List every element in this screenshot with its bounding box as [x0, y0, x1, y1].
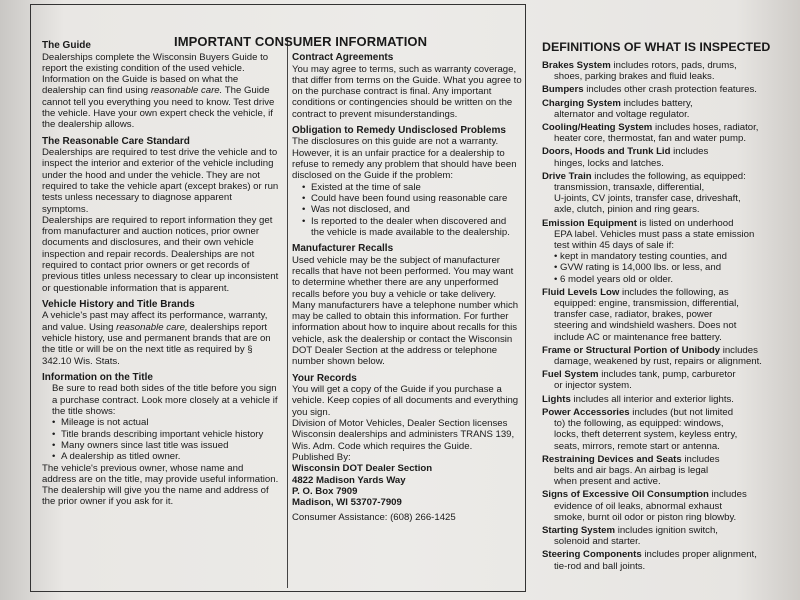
definition-item [542, 407, 787, 452]
list-item: • Mileage is not actual [52, 417, 280, 428]
title-info-heading: Information on the Title [42, 371, 153, 383]
definition-text-line: alternator and voltage regulator. [554, 108, 690, 120]
contract-heading: Contract Agreements [292, 52, 394, 63]
definition-text-line: • GVW rating is 14,000 lbs. or less, and [554, 262, 722, 274]
recalls-heading: Manufacturer Recalls [292, 243, 394, 255]
definition-text-line: shoes, parking brakes and fluid leaks. [554, 71, 715, 83]
definition-item [542, 394, 787, 405]
definition-text-line: evidence of oil leaks, abnormal exhaust [554, 500, 722, 512]
definition-text-line: or injector system. [554, 380, 632, 392]
care-text-1: Dealerships are required to test drive the vehicle and to inspect the interior and exterior of the vehicle including under the hood and under the vehicle. They are not required to take the vehicle apart (except brakes) or run tests unless necessary to diagnose apparent symptoms. [42, 147, 279, 215]
definition-term: Brakes System [542, 60, 611, 71]
definition-text-line: transmission, transaxle, differential, [554, 182, 705, 194]
definition-item [542, 171, 787, 216]
list-item: • Many owners since last title was issued [52, 440, 280, 451]
definition-item [542, 98, 787, 120]
list-item: • Title brands describing important vehicle history [52, 429, 280, 440]
definition-text: is listed on underhood [636, 217, 734, 229]
contract-text: You may agree to terms, such as warranty coverage, that differ from terms on the Guide. What you agree to on the purchase contract is final. Any important conditions or contingencies should be written on the contract to prevent misunderstandings. [292, 63, 522, 120]
definition-text: includes all interior and exterior lights. [570, 393, 734, 405]
published-by-label: Published By: [292, 451, 351, 463]
definition-text-line: steering and windshield washers. Does not [554, 320, 737, 332]
definition-text-line: equipped: engine, transmission, differential, [554, 298, 739, 310]
records-heading: Your Records [292, 372, 357, 384]
definition-item [542, 84, 787, 95]
definition-term: Starting System [542, 524, 616, 536]
definition-text-line: locks, theft deterrent system, keyless entry, [554, 429, 738, 441]
definition-text: includes proper alignment, [641, 549, 757, 561]
definition-term: Signs of Excessive Oil Consumption [542, 489, 709, 501]
column-divider [287, 38, 288, 588]
definition-text: includes the following, as [619, 286, 729, 298]
obligation-text: The disclosures on this guide are not a warranty. However, it is an unfair practice for a dealership to refuse to remedy any problem that should have been disclosed on the Guide if the problem: [292, 136, 517, 182]
definition-text: includes [670, 146, 709, 158]
definition-text-line: • kept in mandatory testing counties, and [554, 251, 727, 263]
definition-text-line: smoke, burnt oil odor or piston ring blowby. [554, 511, 737, 523]
definition-term: Fluid Levels Low [542, 286, 620, 298]
recalls-text: Used vehicle may be the subject of manufacturer recalls that have not been performed. You may want to determine whether there are any unperformed recalls before you buy a vehicle or take delivery. Many manufacturers have a telephone number which may be called to obtain this information. For further information about how to inquire about recalls for this vehicle, ask the dealership or contact the Wisconsin DOT Dealer Section at the address or telephone number shown below. [292, 254, 519, 368]
definition-term: Cooling/Heating System [542, 122, 653, 134]
publisher-street: 4822 Madison Yards Way [292, 474, 406, 486]
definition-text-line: EPA label. Vehicles must pass a state emission [554, 228, 755, 240]
definition-text: includes rotors, pads, drums, [610, 60, 737, 71]
definition-text: includes (but not limited [629, 406, 734, 418]
list-item: • A dealership as titled owner. [52, 451, 280, 462]
definition-item [542, 369, 787, 391]
history-heading: Vehicle History and Title Brands [42, 298, 195, 310]
definition-text-line: when present and active. [554, 476, 661, 488]
definition-text-line: axle, clutch, pinion and ring gears. [554, 204, 700, 216]
consumer-assistance-phone: Consumer Assistance: (608) 266-1425 [292, 512, 456, 524]
left-column [42, 40, 280, 508]
definition-term: Charging System [542, 97, 621, 109]
definition-text: includes battery, [620, 97, 693, 109]
definition-term: Doors, Hoods and Trunk Lid [542, 146, 671, 158]
definition-text: includes ignition switch, [615, 524, 718, 536]
care-text-2: Dealerships are required to report information they get from manufacturer and auction notices, prior owner documents and disclosures, and their own vehicle inspection and repair records. Dealerships are not required to contact prior owners or get records of previous titles unless necessary to clear up inconsistent or questionable information that is apparent. [42, 214, 279, 294]
list-item: • Could have been found using reasonable care [302, 193, 522, 204]
records-text-1: You will get a copy of the Guide if you purchase a vehicle. Keep copies of all documents and everything you sign. [292, 384, 519, 418]
definition-item [542, 549, 787, 571]
title-info-text: Be sure to read both sides of the title before you sign a purchase contract. Look more closely at a vehicle if the title shows: [52, 383, 278, 418]
definition-text: includes tank, pump, carburetor [598, 369, 736, 381]
definition-text-line: damage, weakened by rust, repairs or alignment. [554, 356, 762, 368]
guide-text: Dealerships complete the Wisconsin Buyers Guide to report the existing condition of the used vehicle. Information on the Guide is based on what the dealership can find using reasonable care. The Guide cannot tell you everything you need to know. Test drive the vehicle. Have your own expert check the vehicle, if the dealership allows. [42, 51, 275, 131]
definition-item [542, 60, 787, 82]
definition-term: Power Accessories [542, 406, 630, 418]
definitions-column [542, 40, 787, 574]
definition-text-line: hinges, locks and latches. [554, 157, 664, 169]
definition-text: includes hoses, radiator, [652, 122, 759, 134]
definition-text: includes [708, 489, 747, 501]
list-item: • Was not disclosed, and [302, 204, 522, 215]
definition-item [542, 146, 787, 168]
definitions-title: DEFINITIONS OF WHAT IS INSPECTED [542, 40, 771, 54]
definition-text-line: to) the following, as equipped: windows, [554, 418, 724, 430]
definition-text-line: U-joints, CV joints, transfer case, driveshaft, [554, 193, 741, 205]
definition-text-line: test within 45 days of sale if: [554, 240, 674, 252]
definition-term: Lights [542, 393, 571, 405]
obligation-heading: Obligation to Remedy Undisclosed Problems [292, 124, 506, 136]
publisher-city: Madison, WI 53707-7909 [292, 497, 402, 509]
definition-text: includes [720, 344, 758, 356]
definition-term: Frame or Structural Portion of Unibody [542, 344, 721, 356]
definition-text-line: seats, mirrors, remote start or antenna. [554, 440, 720, 452]
records-text-2: Division of Motor Vehicles, Dealer Section licenses Wisconsin dealerships and administers TRANS 139, Wis. Adm. Code which requires the Guide. [292, 418, 515, 452]
definition-text: includes [681, 453, 720, 465]
definition-text-line: belts and air bags. An airbag is legal [554, 464, 709, 476]
history-text: A vehicle's past may affect its performance, warranty, and value. Using reasonable care, dealerships report vehicle history, use and permanent brands that are on the title or will be on the next title as required by § 342.10 Wis. Stats. [42, 310, 271, 367]
title-info-list [42, 417, 280, 462]
obligation-list [292, 182, 522, 238]
definition-text: includes the following, as equipped: [591, 170, 746, 182]
definition-term: Bumpers [542, 84, 584, 96]
definition-text-line: include AC or maintenance free battery. [554, 331, 722, 343]
definition-term: Steering Components [542, 549, 642, 561]
definition-item [542, 489, 787, 523]
definition-text-line: • 6 model years old or older. [554, 273, 674, 285]
definition-text-line: solenoid and starter. [554, 536, 641, 548]
list-item: • Existed at the time of sale [302, 182, 522, 193]
definition-item [542, 454, 787, 488]
main-title: IMPORTANT CONSUMER INFORMATION [174, 34, 428, 49]
list-item: • Is reported to the dealer when discovered and the vehicle is made available to the dealership. [302, 216, 522, 239]
definition-term: Drive Train [542, 170, 592, 182]
middle-column [292, 52, 522, 524]
definition-item [542, 345, 787, 367]
definition-item [542, 525, 787, 547]
definition-item [542, 287, 787, 343]
publisher-org: Wisconsin DOT Dealer Section [292, 463, 433, 475]
guide-heading: The Guide [42, 40, 91, 51]
definition-term: Fuel System [542, 369, 599, 381]
definition-text-line: heater core, thermostat, fan and water pump. [554, 133, 746, 145]
definition-text-line: transfer case, radiator, brakes, power [554, 309, 713, 321]
definition-text-line: tie-rod and ball joints. [554, 560, 646, 572]
definitions-list [542, 60, 787, 572]
publisher-pobox: P. O. Box 7909 [292, 485, 358, 497]
definition-term: Restraining Devices and Seats [542, 453, 682, 465]
definition-text: includes other crash protection features. [583, 84, 757, 96]
definition-item [542, 218, 787, 285]
definition-item [542, 122, 787, 144]
definition-term: Emission Equipment [542, 217, 637, 229]
title-info-text-2: The vehicle's previous owner, whose name and address are on the title, may provide useful information. The dealership will give you the name and address of the prior owner if you ask for it. [42, 462, 279, 508]
care-heading: The Reasonable Care Standard [42, 135, 190, 147]
